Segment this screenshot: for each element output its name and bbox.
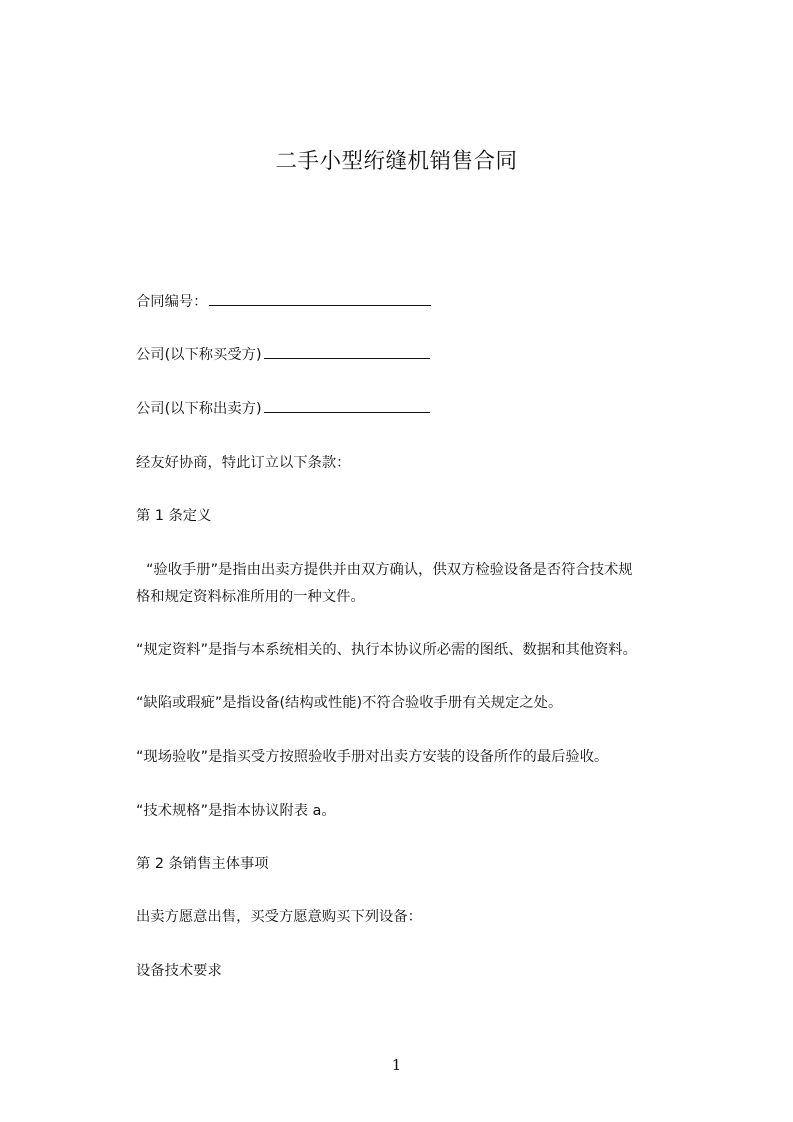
contract-number-blank[interactable] [209, 291, 431, 306]
buyer-row [136, 344, 430, 364]
buyer-blank[interactable] [264, 344, 430, 359]
article-2-text: 出卖方愿意出售，买受方愿意购买下列设备： [136, 909, 422, 925]
equipment-requirements-heading: 设备技术要求 [136, 963, 222, 979]
definition-technical-spec: “技术规格”是指本协议附表 a。 [136, 803, 336, 819]
definition-acceptance-manual-line2: 格和规定资料标准所用的一种文件。 [136, 589, 365, 605]
buyer-label: 公司(以下称买受方) [136, 347, 262, 363]
definition-specified-materials: “规定资料”是指与本系统相关的、执行本协议所必需的图纸、数据和其他资料。 [136, 642, 637, 658]
page-number: 1 [391, 1056, 402, 1074]
seller-row [136, 398, 430, 418]
contract-number-label: 合同编号： [136, 294, 208, 310]
article-2-heading: 第 2 条销售主体事项 [136, 856, 269, 872]
seller-blank[interactable] [264, 398, 430, 413]
seller-label: 公司(以下称出卖方) [136, 401, 262, 417]
definition-site-acceptance: “现场验收”是指买受方按照验收手册对出卖方安装的设备所作的最后验收。 [136, 749, 609, 765]
contract-number-row [136, 291, 431, 311]
article-1-heading: 第 1 条定义 [136, 508, 212, 524]
definition-acceptance-manual-line1: “验收手册”是指由出卖方提供并由双方确认，供双方检验设备是否符合技术规 [146, 562, 633, 578]
document-title: 二手小型绗缝机销售合同 [275, 149, 518, 174]
definition-defects: “缺陷或瑕疵”是指设备(结构或性能)不符合验收手册有关规定之处。 [136, 695, 563, 711]
intro-text: 经友好协商，特此订立以下条款： [136, 455, 351, 471]
